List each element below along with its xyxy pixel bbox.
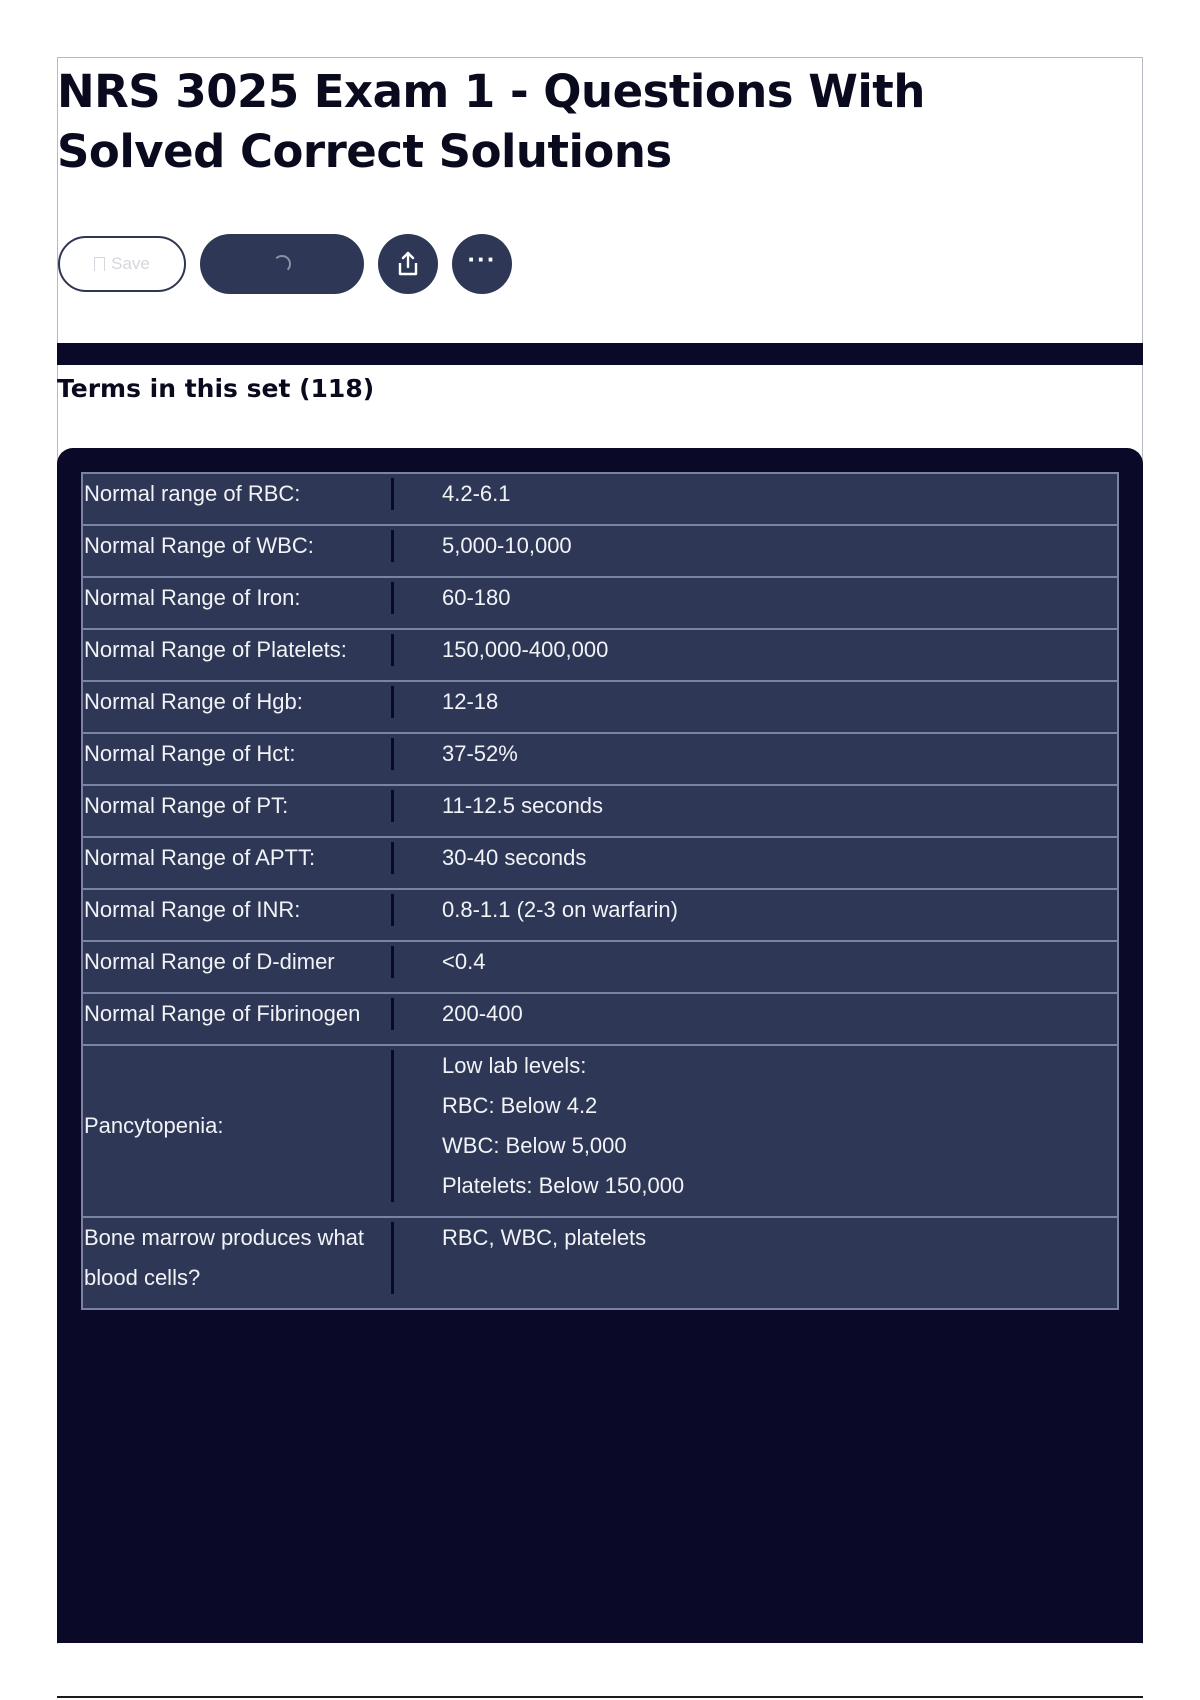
definition-text: 0.8-1.1 (2-3 on warfarin) [442,897,678,922]
definition-cell [394,681,1118,733]
term-row [82,785,1118,837]
share-icon [395,250,421,278]
term-row [82,1045,1118,1217]
term-text: Normal Range of Hgb: [82,681,394,733]
term-text: Normal range of RBC: [82,473,394,525]
term-text: Normal Range of Fibrinogen [82,993,394,1045]
definition-text: WBC: Below 5,000 [442,1133,627,1158]
definition-text: 150,000-400,000 [442,637,609,662]
definition-cell [394,1217,1118,1309]
terms-table [81,472,1119,1310]
term-row [82,993,1118,1045]
definition-text: 200-400 [442,1001,523,1026]
definition-text: Platelets: Below 150,000 [442,1173,685,1198]
definition-cell [394,577,1118,629]
term-row [82,681,1118,733]
term-row [82,1217,1118,1309]
terms-heading: Terms in this set (118) [57,374,375,403]
study-button[interactable] [200,234,364,294]
term-row [82,837,1118,889]
term-text: Normal Range of APTT: [82,837,394,889]
save-button-label: Save [111,254,150,273]
term-row [82,525,1118,577]
action-bar [58,234,526,294]
term-text: Bone marrow produces what blood cells? [82,1217,394,1309]
definition-text: 12-18 [442,689,499,714]
page-title: NRS 3025 Exam 1 - Questions With Solved Correct Solutions [57,65,925,178]
definition-cell [394,525,1118,577]
term-text: Normal Range of Hct: [82,733,394,785]
definition-text: 4.2-6.1 [442,481,511,506]
loading-spinner-icon [273,255,291,273]
more-icon: ··· [467,244,497,274]
definition-cell [394,629,1118,681]
section-divider [57,343,1143,365]
definition-text: 37-52% [442,741,518,766]
term-text: Normal Range of WBC: [82,525,394,577]
bookmark-icon [94,257,105,271]
definition-text: Low lab levels: [442,1053,587,1078]
share-button[interactable] [378,234,438,294]
definition-text: 30-40 seconds [442,845,587,870]
save-button[interactable] [58,236,186,292]
term-text: Normal Range of Iron: [82,577,394,629]
term-text: Normal Range of D-dimer [82,941,394,993]
definition-cell [394,733,1118,785]
term-text: Normal Range of Platelets: [82,629,394,681]
term-text: Pancytopenia: [82,1045,394,1217]
definition-cell [394,473,1118,525]
term-row [82,941,1118,993]
definition-text: 60-180 [442,585,511,610]
term-row [82,889,1118,941]
term-row [82,577,1118,629]
definition-cell [394,837,1118,889]
page-bottom-rule [57,1696,1143,1698]
definition-text: 5,000-10,000 [442,533,572,558]
definition-cell [394,785,1118,837]
definition-cell [394,941,1118,993]
definition-text: RBC, WBC, platelets [442,1225,647,1250]
term-row [82,629,1118,681]
term-text: Normal Range of PT: [82,785,394,837]
term-row [82,473,1118,525]
definition-text: 11-12.5 seconds [442,793,604,818]
term-text: Normal Range of INR: [82,889,394,941]
definition-text: <0.4 [442,949,486,974]
more-options-button[interactable] [452,234,512,294]
definition-text: RBC: Below 4.2 [442,1093,598,1118]
definition-cell [394,993,1118,1045]
definition-cell [394,889,1118,941]
definition-cell [394,1045,1118,1217]
term-row [82,733,1118,785]
